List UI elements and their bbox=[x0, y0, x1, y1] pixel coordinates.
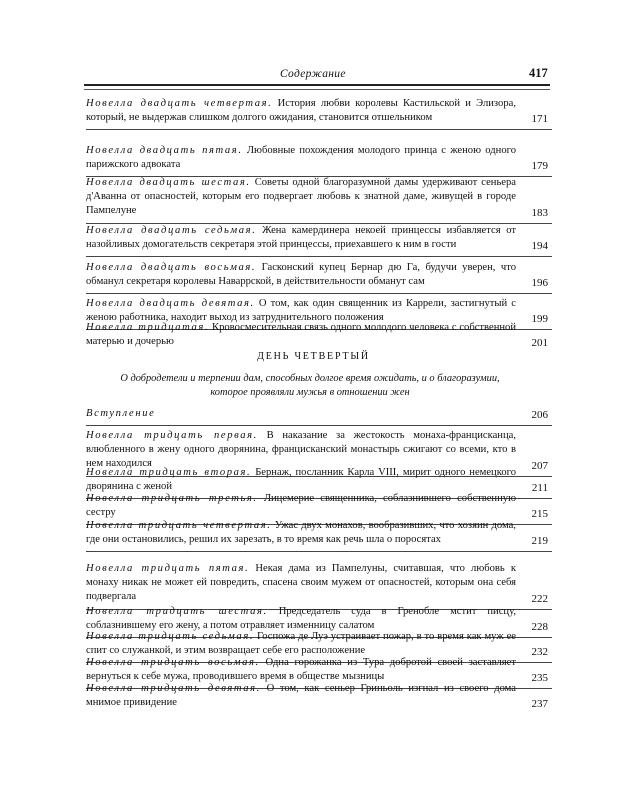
toc-entry-34[interactable] bbox=[86, 519, 548, 547]
entry-text: История любви королевы Кастильской и Элизора, который, не выдержав слишком долгого ожидания, становится отшельником bbox=[86, 98, 516, 124]
entry-separator bbox=[86, 256, 552, 257]
entry-text: Ужас двух монахов, вообразивших, что хозяин дома, где они остановились, решил их зарезать, в то время как речь шла о поросятах bbox=[86, 520, 516, 546]
entry-page: 232 bbox=[531, 646, 548, 659]
header-rule bbox=[84, 84, 550, 90]
toc-entry-26[interactable] bbox=[86, 176, 548, 219]
entry-text: Любовные похождения молодого принца с женою одного парижского адвоката bbox=[86, 145, 516, 171]
entry-lead: Новелла двадцать четвертая. bbox=[86, 98, 273, 109]
entry-page: 237 bbox=[531, 698, 548, 711]
entry-page: 228 bbox=[531, 621, 548, 634]
entry-lead: Новелла тридцать четвертая. bbox=[86, 520, 272, 531]
entry-lead: Новелла тридцать вторая. bbox=[86, 467, 252, 478]
entry-text: Кровосмесительная связь одного молодого человека с собственной матерью и дочерью bbox=[86, 322, 516, 348]
entry-lead: Новелла тридцать девятая. bbox=[86, 683, 261, 694]
entry-text: Бернаж, посланник Карла VIII, мирит одного немецкого дворянина с женой bbox=[86, 467, 516, 493]
entry-lead: Новелла тридцать шестая. bbox=[86, 606, 268, 617]
toc-entry-28[interactable] bbox=[86, 261, 548, 289]
running-header-title: Содержание bbox=[280, 68, 346, 80]
toc-entry-25[interactable] bbox=[86, 144, 548, 172]
entry-lead: Новелла двадцать восьмая. bbox=[86, 262, 257, 273]
entry-lead: Новелла тридцать седьмая. bbox=[86, 631, 255, 642]
toc-entry-39[interactable] bbox=[86, 682, 548, 710]
entry-page: 183 bbox=[531, 206, 548, 219]
entry-text: В наказание за жестокость монаха-францисканца, влюбленного в жену одного дворянина, францисканский монастырь сжигают со всеми, кто в нем находился bbox=[86, 430, 516, 470]
entry-lead: Новелла двадцать шестая. bbox=[86, 177, 251, 188]
entry-separator bbox=[86, 425, 552, 426]
entry-text: О том, как сеньер Гриньоль изгнал из своего дома мнимое привидение bbox=[86, 683, 517, 709]
entry-page: 196 bbox=[531, 277, 548, 290]
entry-page: 194 bbox=[531, 240, 548, 253]
entry-separator bbox=[86, 293, 552, 294]
entry-page: 215 bbox=[531, 508, 548, 521]
entry-page: 179 bbox=[531, 160, 548, 173]
entry-text: Жена камердинера некоей принцессы избавляется от назойливых домогательств секретаря этой принцессы, приехавшего к ним в гости bbox=[86, 225, 517, 251]
toc-entry-35[interactable] bbox=[86, 562, 548, 605]
toc-entry-introduction[interactable] bbox=[86, 407, 548, 421]
entry-lead: Новелла тридцать пятая. bbox=[86, 563, 250, 574]
entry-text: О том, как один священник из Каррели, застигнутый с женою работника, находит выход из затруднительного положения bbox=[86, 298, 517, 324]
toc-entry-33[interactable] bbox=[86, 492, 548, 520]
entry-page: 201 bbox=[531, 337, 548, 350]
day-subtitle: О добродетели и терпении дам, способных долгое время ожидать, и о благоразумии, которое проявляли мужья в отношении жен bbox=[120, 373, 500, 398]
entry-lead: Новелла тридцать первая. bbox=[86, 430, 258, 441]
entry-page: 206 bbox=[531, 409, 548, 422]
entry-text: Лицемерие священника, соблазнившего собственную сестру bbox=[86, 493, 516, 519]
entry-lead: Новелла двадцать пятая. bbox=[86, 145, 243, 156]
entry-page: 219 bbox=[531, 535, 548, 548]
toc-entry-27[interactable] bbox=[86, 224, 548, 252]
entry-page: 207 bbox=[531, 459, 548, 472]
toc-entry-37[interactable] bbox=[86, 630, 548, 658]
toc-entry-32[interactable] bbox=[86, 466, 548, 494]
entry-lead: Новелла тридцатая. bbox=[86, 322, 210, 333]
entry-lead: Новелла тридцать восьмая. bbox=[86, 657, 260, 668]
entry-text: Госпожа де Луэ устраивает пожар, в то время как муж ее спит со служанкой, и этим возвращает себе его расположение bbox=[86, 631, 516, 657]
entry-separator bbox=[86, 551, 552, 552]
toc-entry-24[interactable] bbox=[86, 97, 548, 125]
entry-page: 235 bbox=[531, 672, 548, 685]
toc-entry-30[interactable] bbox=[86, 321, 548, 349]
entry-page: 211 bbox=[531, 482, 548, 495]
entry-page: 171 bbox=[531, 113, 548, 126]
entry-lead: Вступление bbox=[86, 408, 156, 419]
entry-text: Советы одной благоразумной дамы удерживают сеньера д'Аванна от опасностей, которым его подвергает любовь к знатной даме, живущей в городе Пампелуне bbox=[86, 177, 516, 217]
page-number: 417 bbox=[529, 66, 548, 80]
toc-entry-38[interactable] bbox=[86, 656, 548, 684]
entry-text: Одна горожанка из Тура добротой своей заставляет вернуться к себе мужа, проводившего время в обществе мызницы bbox=[86, 657, 517, 683]
entry-page: 199 bbox=[531, 313, 548, 326]
day-heading: ДЕНЬ ЧЕТВЕРТЫЙ bbox=[257, 351, 370, 362]
entry-page: 222 bbox=[531, 592, 548, 605]
entry-text: Гасконский купец Бернар дю Га, будучи уверен, что обманул секретаря королевы Наваррской, в действительности обманут сам bbox=[86, 262, 516, 288]
entry-text: Некая дама из Пампелуны, считавшая, что любовь к монаху никак не может ей повредить, спасена своим мужем от опасностей, которым она себя подвергала bbox=[86, 563, 516, 603]
entry-lead: Новелла тридцать третья. bbox=[86, 493, 258, 504]
entry-text: Председатель суда в Гренобле мстит писцу, соблазнившему его жену, а потом отравляет изменницу салатом bbox=[86, 606, 516, 632]
entry-separator bbox=[86, 129, 552, 130]
entry-lead: Новелла двадцать седьмая. bbox=[86, 225, 257, 236]
entry-lead: Новелла двадцать девятая. bbox=[86, 298, 255, 309]
